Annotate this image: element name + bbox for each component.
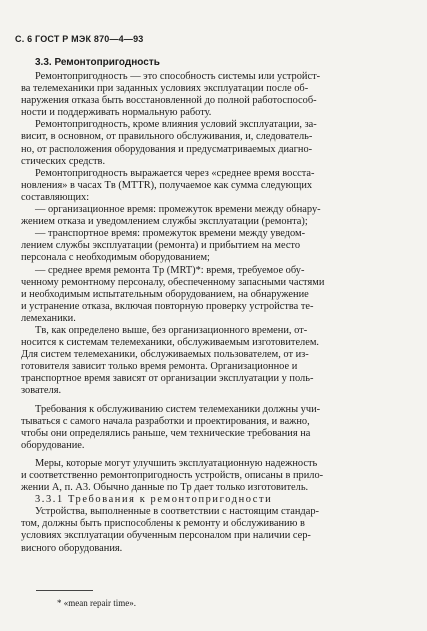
body-text bbox=[21, 71, 407, 555]
footnote-rule bbox=[36, 590, 93, 591]
text-line: транспортное время зависят от организации эксплуатации у поль- bbox=[21, 373, 314, 385]
text-line: стических средств. bbox=[21, 155, 106, 167]
text-line: Для систем телемеханики, обслуживаемых пользователем, от из- bbox=[21, 349, 309, 361]
text-line: и соответственно ремонтопригодность устройств, описаны в прило- bbox=[21, 470, 324, 481]
text-line: зователя. bbox=[21, 385, 62, 397]
text-line: ности и поддерживать нормальную работу. bbox=[21, 107, 212, 119]
text-line: наружения отказа быть восстановленной до полной работоспособ- bbox=[21, 95, 317, 107]
text-line: Ремонтопригодность — это способность системы или устройст- bbox=[35, 71, 321, 82]
text-line: Устройства, выполненные в соответствии с настоящим стандар- bbox=[35, 506, 319, 518]
text-line: оборудование. bbox=[21, 439, 85, 451]
text-line: Требования к обслуживанию систем телемеханики должны учи- bbox=[35, 403, 321, 415]
text-line: и устранение отказа, включая повторную проверку устройства те- bbox=[21, 300, 314, 312]
text-line: — транспортное время: промежуток времени между уведом- bbox=[35, 228, 306, 240]
text-line: и необходимым испытательным оборудованием, на обнаружение bbox=[21, 288, 309, 300]
text-line: — организационное время: промежуток времени между обнару- bbox=[35, 204, 321, 216]
text-line: ченному ремонтному персоналу, обеспеченному запасными частями bbox=[21, 276, 325, 288]
text-line: тываться с самого начала разработки и проектирования, и важно, bbox=[21, 415, 310, 427]
text-line: чтобы они определялись раньше, чем технические требования на bbox=[21, 427, 311, 439]
text-line: но, от расположения оборудования и предусматриваемых диагно- bbox=[21, 143, 313, 155]
text-line: условиях эксплуатации обученным персоналом при наличии сер- bbox=[21, 530, 311, 542]
text-line: лемеханики. bbox=[21, 312, 76, 324]
text-line: готовителя зависит только время ремонта. Организационное и bbox=[21, 361, 298, 373]
text-line: Меры, которые могут улучшить эксплуатационную надежность bbox=[35, 457, 318, 469]
text-line: — среднее время ремонта Tр (MRT)*: время, требуемое обу- bbox=[35, 264, 305, 276]
text-line: жением отказа и уведомлением службы эксплуатации (ремонта); bbox=[21, 216, 308, 228]
text-line: носится к системам телемеханики, обслуживаемым изготовителем. bbox=[21, 337, 320, 349]
text-line: составляющих: bbox=[21, 191, 90, 203]
text-line: том, должны быть приспособлены к ремонту и обслуживанию в bbox=[21, 518, 305, 530]
page-header: С. 6 ГОСТ Р МЭК 870—4—93 bbox=[15, 34, 144, 44]
text-line: персонала с необходимым оборудованием; bbox=[21, 252, 210, 264]
text-line: висит, в основном, от правильного обслуживания, и, следователь- bbox=[21, 131, 313, 143]
text-line: лением службы эксплуатации (ремонта) и прибытием на место bbox=[21, 240, 301, 252]
text-line: жении А, п. А3. Обычно данные по Tр дает только изготовитель. bbox=[21, 482, 309, 494]
text-line: висного оборудования. bbox=[21, 542, 123, 554]
text-line: новления» в часах Tв (MTTR), получаемое как сумма следующих bbox=[21, 179, 313, 191]
footnote: * «mean repair time». bbox=[57, 598, 136, 608]
text-line: Ремонтопригодность выражается через «среднее время восста- bbox=[35, 167, 315, 179]
text-line: 3.3.1 Требования к ремонтопригодности bbox=[35, 494, 273, 506]
text-line: Ремонтопригодность, кроме влияния условий эксплуатации, за- bbox=[35, 119, 317, 131]
text-line: ва телемеханики при заданных условиях эксплуатации после об- bbox=[21, 83, 309, 95]
section-title: 3.3. Ремонтопригодность bbox=[35, 57, 160, 68]
text-line: Tв, как определено выше, без организационного времени, от- bbox=[35, 324, 308, 336]
